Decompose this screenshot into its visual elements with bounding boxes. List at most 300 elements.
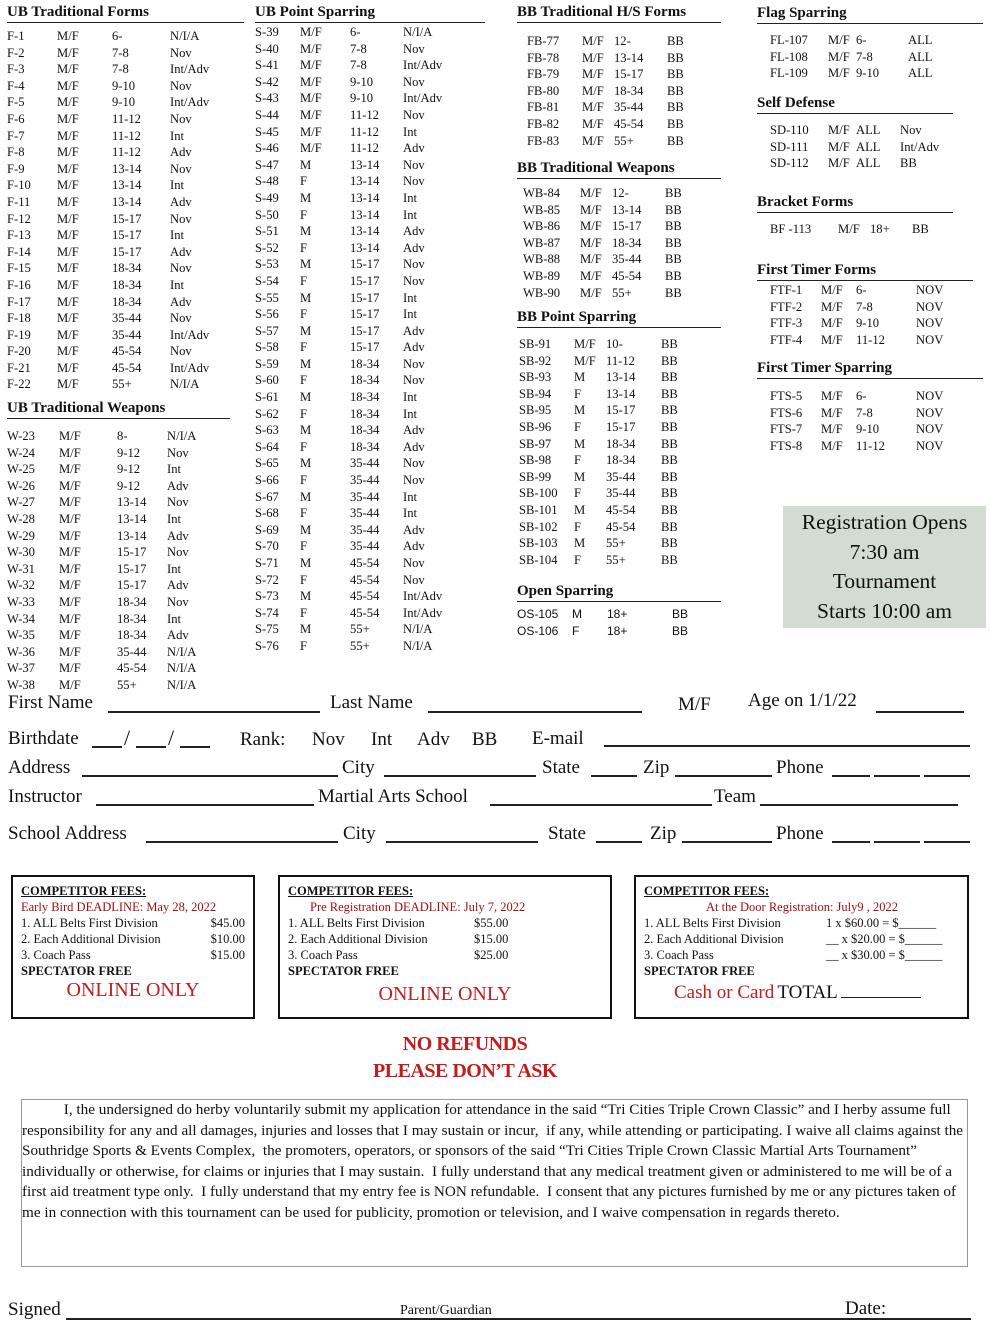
age-field[interactable] bbox=[876, 711, 964, 713]
division-cell: M/F bbox=[580, 235, 602, 250]
division-cell: F-2 bbox=[7, 45, 25, 60]
division-cell: 9-12 bbox=[117, 462, 141, 477]
division-cell: 13-14 bbox=[606, 370, 636, 385]
division-row bbox=[770, 49, 948, 66]
division-cell: W-33 bbox=[7, 594, 35, 609]
division-row bbox=[255, 372, 463, 389]
address-field[interactable] bbox=[82, 775, 338, 777]
division-cell: BB bbox=[661, 337, 678, 351]
division-cell: M bbox=[574, 403, 586, 418]
division-row bbox=[519, 353, 701, 370]
division-row bbox=[517, 623, 702, 640]
birthdate-label: Birthdate bbox=[8, 728, 79, 749]
section-title: BB Traditional Weapons bbox=[517, 160, 721, 179]
division-cell: F bbox=[572, 623, 580, 638]
division-cell: M/F bbox=[582, 67, 604, 82]
division-row bbox=[255, 124, 463, 141]
division-cell: S-58 bbox=[255, 340, 279, 355]
division-cell: BB bbox=[661, 403, 678, 418]
division-cell: M/F bbox=[57, 95, 79, 110]
division-cell: 11-12 bbox=[112, 111, 141, 126]
division-cell: M/F bbox=[57, 29, 79, 43]
division-row bbox=[255, 290, 463, 307]
division-cell: M/F bbox=[821, 316, 843, 331]
division-cell: M/F bbox=[57, 294, 79, 309]
division-row bbox=[519, 436, 701, 453]
division-cell: W-29 bbox=[7, 528, 35, 543]
division-cell: 10- bbox=[606, 337, 623, 351]
division-row bbox=[770, 421, 956, 438]
division-row bbox=[7, 61, 230, 78]
division-cell: S-41 bbox=[255, 58, 279, 73]
division-cell: Int bbox=[170, 128, 184, 143]
division-row bbox=[255, 638, 463, 655]
division-cell: 55+ bbox=[606, 536, 626, 551]
no-refunds-notice bbox=[290, 1031, 640, 1085]
division-cell: Int bbox=[403, 190, 417, 205]
division-cell: S-65 bbox=[255, 456, 279, 471]
division-cell: S-56 bbox=[255, 307, 279, 322]
division-cell: M/F bbox=[828, 123, 850, 137]
division-table bbox=[770, 122, 950, 172]
division-cell: W-35 bbox=[7, 628, 35, 643]
division-cell: M/F bbox=[828, 49, 850, 64]
division-cell: M bbox=[300, 157, 312, 172]
division-cell: Int bbox=[170, 277, 184, 292]
birth-month-field[interactable] bbox=[92, 746, 122, 748]
division-cell: M/F bbox=[59, 594, 81, 609]
division-cell: Nov bbox=[170, 211, 192, 226]
division-cell: SB-102 bbox=[519, 519, 558, 534]
division-cell: S-64 bbox=[255, 439, 279, 454]
city-label: City bbox=[342, 757, 375, 778]
division-cell: S-75 bbox=[255, 622, 279, 637]
division-cell: 7-8 bbox=[112, 62, 129, 77]
division-cell: M/F bbox=[300, 25, 322, 39]
rank-option-bb[interactable]: BB bbox=[472, 729, 498, 750]
division-cell: W-38 bbox=[7, 677, 35, 692]
division-cell: FTF-2 bbox=[770, 299, 803, 314]
division-cell: M/F bbox=[59, 661, 81, 676]
registration-times-box bbox=[783, 506, 986, 628]
division-cell: Int/Adv bbox=[403, 589, 443, 604]
division-cell: M/F bbox=[59, 462, 81, 477]
school-phone-line-field[interactable] bbox=[924, 841, 970, 843]
division-row bbox=[255, 323, 463, 340]
division-cell: Int bbox=[403, 390, 417, 405]
division-cell: M/F bbox=[300, 41, 322, 56]
division-cell: BB bbox=[672, 607, 689, 621]
division-row bbox=[7, 144, 230, 161]
division-cell: S-40 bbox=[255, 41, 279, 56]
division-cell: 45-54 bbox=[350, 605, 380, 620]
instructor-field[interactable] bbox=[96, 804, 314, 806]
division-cell: S-73 bbox=[255, 589, 279, 604]
division-cell: 15-17 bbox=[112, 244, 142, 259]
state-field[interactable] bbox=[591, 775, 637, 777]
phone-line-field[interactable] bbox=[924, 775, 970, 777]
rank-option-int[interactable]: Int bbox=[371, 729, 393, 750]
division-row bbox=[255, 522, 463, 539]
first-name-field[interactable] bbox=[108, 711, 320, 713]
division-cell: 15-17 bbox=[350, 257, 380, 272]
team-label: Team bbox=[714, 786, 756, 807]
payment-total-row bbox=[644, 983, 959, 1002]
division-cell: Nov bbox=[167, 545, 189, 560]
division-cell: ALL bbox=[856, 156, 881, 171]
division-cell: Adv bbox=[403, 323, 425, 338]
division-cell: W-32 bbox=[7, 578, 35, 593]
division-cell: FB-77 bbox=[527, 34, 560, 48]
division-cell: S-46 bbox=[255, 141, 279, 156]
division-cell: 13-14 bbox=[112, 194, 142, 209]
division-row bbox=[255, 422, 463, 439]
division-cell: 9-10 bbox=[856, 316, 880, 331]
division-cell: 15-17 bbox=[117, 578, 147, 593]
division-cell: 18-34 bbox=[612, 235, 642, 250]
division-cell: 18-34 bbox=[350, 406, 380, 421]
division-cell: NOV bbox=[916, 299, 944, 314]
school-address-label: School Address bbox=[8, 823, 127, 844]
division-cell: Adv bbox=[167, 578, 189, 593]
division-cell: BB bbox=[661, 469, 678, 484]
division-row bbox=[770, 405, 956, 422]
division-cell: 13-14 bbox=[612, 202, 642, 217]
self-defense-section bbox=[757, 95, 953, 172]
division-cell: M bbox=[574, 436, 586, 451]
division-cell: WB-90 bbox=[523, 285, 561, 300]
division-cell: Adv bbox=[167, 528, 189, 543]
spectator-note: SPECTATOR FREE bbox=[21, 964, 132, 978]
division-cell: S-68 bbox=[255, 506, 279, 521]
phone-area-field[interactable] bbox=[832, 775, 870, 777]
division-cell: 13-14 bbox=[614, 50, 644, 65]
division-cell: 45-54 bbox=[350, 589, 380, 604]
division-cell: M/F bbox=[59, 628, 81, 643]
school-address-field[interactable] bbox=[146, 841, 338, 843]
division-row bbox=[7, 445, 217, 462]
fee-item: 3. Coach Pass $15.00 bbox=[21, 948, 245, 962]
division-cell: Nov bbox=[167, 495, 189, 510]
parent-guardian-label: Parent/Guardian bbox=[400, 1303, 492, 1318]
division-cell: M/F bbox=[821, 422, 843, 437]
division-cell: M/F bbox=[59, 429, 81, 443]
division-cell: FL-107 bbox=[770, 33, 808, 47]
division-table bbox=[523, 185, 705, 301]
division-cell: SB-101 bbox=[519, 502, 558, 517]
division-cell: S-48 bbox=[255, 174, 279, 189]
fee-item: 2. Each Additional Division __ x $20.00 = $______ bbox=[644, 932, 943, 946]
division-cell: S-59 bbox=[255, 356, 279, 371]
division-cell: M/F bbox=[300, 74, 322, 89]
school-field[interactable] bbox=[490, 804, 712, 806]
division-cell: 13-14 bbox=[117, 495, 147, 510]
division-row bbox=[255, 107, 463, 124]
school-city-label: City bbox=[343, 823, 376, 844]
division-row bbox=[255, 57, 463, 74]
division-cell: M/F bbox=[300, 141, 322, 156]
division-cell: M/F bbox=[57, 377, 79, 392]
division-row bbox=[770, 65, 948, 82]
school-phone-prefix-field[interactable] bbox=[874, 841, 920, 843]
division-cell: M/F bbox=[582, 116, 604, 131]
division-cell: Int/Adv bbox=[170, 360, 210, 375]
signature-field[interactable] bbox=[66, 1318, 971, 1320]
division-cell: 6- bbox=[350, 25, 361, 39]
division-cell: M/F bbox=[59, 495, 81, 510]
division-cell: Int bbox=[403, 489, 417, 504]
division-cell: BB bbox=[665, 268, 682, 283]
first-timer-forms-section bbox=[757, 262, 973, 348]
division-cell: 45-54 bbox=[606, 519, 636, 534]
division-cell: FB-79 bbox=[527, 67, 560, 82]
division-row bbox=[519, 469, 701, 486]
section-title: Flag Sparring bbox=[757, 5, 983, 24]
team-field[interactable] bbox=[760, 804, 958, 806]
section-title: Bracket Forms bbox=[757, 194, 953, 213]
division-cell: M/F bbox=[300, 124, 322, 139]
bb-weapons-section bbox=[517, 160, 721, 301]
address-label: Address bbox=[8, 757, 71, 778]
online-only-note: ONLINE ONLY bbox=[66, 979, 200, 1001]
division-cell: Int bbox=[167, 511, 181, 526]
division-cell: S-54 bbox=[255, 273, 279, 288]
school-zip-field[interactable] bbox=[682, 841, 772, 843]
division-cell: S-43 bbox=[255, 91, 279, 106]
division-cell: N/I/A bbox=[403, 622, 433, 637]
division-cell: M bbox=[300, 456, 312, 471]
division-row bbox=[255, 621, 463, 638]
division-cell: N/I/A bbox=[170, 377, 200, 392]
division-cell: F-17 bbox=[7, 294, 31, 309]
division-cell: N/I/A bbox=[403, 638, 433, 653]
division-cell: W-27 bbox=[7, 495, 35, 510]
division-cell: F bbox=[574, 486, 582, 501]
city-field[interactable] bbox=[384, 775, 536, 777]
section-title: BB Point Sparring bbox=[517, 309, 721, 328]
division-table bbox=[7, 28, 230, 393]
division-cell: 15-17 bbox=[614, 67, 644, 82]
division-cell: M/F bbox=[821, 332, 843, 347]
division-cell: Nov bbox=[403, 174, 425, 189]
division-cell: F bbox=[300, 572, 308, 587]
division-cell: ALL bbox=[908, 49, 933, 64]
division-row bbox=[255, 240, 463, 257]
division-cell: F bbox=[574, 419, 582, 434]
date-separator: / bbox=[168, 725, 175, 750]
section-title: BB Traditional H/S Forms bbox=[517, 4, 721, 23]
division-cell: 35-44 bbox=[614, 100, 644, 115]
division-cell: S-42 bbox=[255, 74, 279, 89]
division-row bbox=[7, 211, 230, 228]
division-cell: M/F bbox=[580, 219, 602, 234]
division-cell: 13-14 bbox=[350, 157, 380, 172]
division-row bbox=[7, 28, 230, 45]
division-cell: F-20 bbox=[7, 344, 31, 359]
division-cell: 13-14 bbox=[117, 528, 147, 543]
division-row bbox=[519, 485, 701, 502]
division-cell: M bbox=[574, 502, 586, 517]
fees-title: COMPETITOR FEES: bbox=[21, 884, 147, 898]
division-cell: 13-14 bbox=[350, 174, 380, 189]
fee-item: 2. Each Additional Division $15.00 bbox=[288, 932, 509, 946]
division-row bbox=[255, 605, 463, 622]
division-cell: SB-93 bbox=[519, 370, 552, 385]
division-cell: SB-95 bbox=[519, 403, 552, 418]
division-cell: 45-54 bbox=[117, 661, 147, 676]
division-cell: FL-108 bbox=[770, 49, 808, 64]
division-cell: 11-12 bbox=[856, 332, 885, 347]
division-cell: 18-34 bbox=[117, 628, 147, 643]
division-cell: F bbox=[300, 638, 308, 653]
division-cell: F-3 bbox=[7, 62, 25, 77]
division-cell: Nov bbox=[167, 594, 189, 609]
division-cell: M/F bbox=[828, 139, 850, 154]
email-field[interactable] bbox=[604, 745, 970, 747]
fee-item: 1. ALL Belts First Division 1 x $60.00 = $______ bbox=[644, 916, 937, 930]
division-row bbox=[517, 606, 702, 623]
division-cell: Int bbox=[403, 506, 417, 521]
division-cell: M bbox=[300, 489, 312, 504]
division-cell: 45-54 bbox=[112, 344, 142, 359]
division-table bbox=[770, 388, 956, 454]
division-cell: M/F bbox=[574, 353, 596, 368]
fee-item: 1. ALL Belts First Division $45.00 bbox=[21, 916, 245, 930]
birth-year-field[interactable] bbox=[180, 746, 210, 748]
division-cell: Adv bbox=[170, 145, 192, 160]
school-city-field[interactable] bbox=[386, 841, 538, 843]
division-cell: M bbox=[300, 390, 312, 405]
total-field[interactable] bbox=[841, 983, 921, 998]
rank-option-adv[interactable]: Adv bbox=[417, 729, 450, 750]
division-row bbox=[770, 282, 956, 299]
division-cell: M/F bbox=[59, 644, 81, 659]
division-table bbox=[255, 24, 463, 655]
division-cell: 13-14 bbox=[606, 386, 636, 401]
early-bird-fees-box bbox=[11, 875, 255, 1019]
division-cell: M/F bbox=[57, 62, 79, 77]
division-cell: Adv bbox=[403, 423, 425, 438]
division-cell: BB bbox=[661, 453, 678, 468]
division-cell: 45-54 bbox=[612, 268, 642, 283]
division-cell: Adv bbox=[403, 522, 425, 537]
division-cell: M/F bbox=[57, 261, 79, 276]
division-row bbox=[7, 428, 217, 445]
division-row bbox=[770, 139, 950, 156]
ub-forms-section bbox=[7, 4, 244, 393]
phone-prefix-field[interactable] bbox=[874, 775, 920, 777]
school-phone-area-field[interactable] bbox=[832, 841, 870, 843]
division-cell: BB bbox=[665, 219, 682, 234]
division-cell: 11-12 bbox=[606, 353, 635, 368]
division-cell: 35-44 bbox=[350, 506, 380, 521]
division-cell: F bbox=[300, 273, 308, 288]
division-cell: FB-83 bbox=[527, 133, 560, 148]
division-cell: 18-34 bbox=[112, 261, 142, 276]
division-cell: ALL bbox=[908, 33, 933, 47]
division-cell: F bbox=[574, 552, 582, 567]
division-cell: F-12 bbox=[7, 211, 31, 226]
division-cell: BB bbox=[665, 252, 682, 267]
section-title: First Timer Forms bbox=[757, 262, 973, 281]
division-cell: Nov bbox=[170, 161, 192, 176]
bracket-forms-section bbox=[757, 194, 953, 238]
last-name-field[interactable] bbox=[428, 711, 642, 713]
school-state-field[interactable] bbox=[596, 841, 642, 843]
no-refunds-line: NO REFUNDS bbox=[402, 1033, 528, 1055]
division-cell: M/F bbox=[57, 228, 79, 243]
division-cell: M/F bbox=[59, 611, 81, 626]
division-cell: NOV bbox=[916, 405, 944, 420]
division-cell: Nov bbox=[403, 373, 425, 388]
division-cell: 9-10 bbox=[856, 422, 880, 437]
rank-option-nov[interactable]: Nov bbox=[312, 729, 345, 750]
division-row bbox=[255, 572, 463, 589]
division-cell: M/F bbox=[838, 222, 860, 236]
division-cell: S-53 bbox=[255, 257, 279, 272]
division-cell: FL-109 bbox=[770, 66, 808, 81]
division-row bbox=[255, 306, 463, 323]
division-cell: BB bbox=[665, 202, 682, 217]
division-cell: 35-44 bbox=[350, 522, 380, 537]
division-cell: F-6 bbox=[7, 111, 25, 126]
division-cell: 13-14 bbox=[112, 161, 142, 176]
division-cell: NOV bbox=[916, 389, 944, 403]
division-cell: F bbox=[300, 439, 308, 454]
division-row bbox=[527, 66, 707, 83]
division-cell: F-1 bbox=[7, 29, 25, 43]
division-row bbox=[7, 177, 230, 194]
division-cell: 15-17 bbox=[117, 561, 147, 576]
division-cell: 15-17 bbox=[350, 273, 380, 288]
first-name-label: First Name bbox=[8, 692, 93, 713]
division-cell: FTS-5 bbox=[770, 389, 803, 403]
division-cell: Adv bbox=[403, 224, 425, 239]
division-cell: 15-17 bbox=[112, 211, 142, 226]
division-row bbox=[7, 94, 230, 111]
division-cell: Int/Adv bbox=[170, 62, 210, 77]
division-cell: M bbox=[574, 370, 586, 385]
section-title: UB Traditional Weapons bbox=[7, 400, 230, 419]
division-cell: M/F bbox=[580, 285, 602, 300]
division-cell: W-31 bbox=[7, 561, 35, 576]
division-cell: 55+ bbox=[612, 285, 632, 300]
division-cell: S-47 bbox=[255, 157, 279, 172]
division-cell: 9-10 bbox=[112, 78, 136, 93]
division-cell: F-15 bbox=[7, 261, 31, 276]
division-cell: Int/Adv bbox=[170, 327, 210, 342]
division-cell: M bbox=[574, 536, 586, 551]
division-cell: 9-12 bbox=[117, 478, 141, 493]
division-cell: WB-85 bbox=[523, 202, 561, 217]
division-cell: M bbox=[300, 190, 312, 205]
division-cell: NOV bbox=[916, 283, 944, 297]
birth-day-field[interactable] bbox=[136, 746, 166, 748]
division-cell: 55+ bbox=[614, 133, 634, 148]
division-cell: Nov bbox=[403, 456, 425, 471]
division-row bbox=[7, 528, 217, 545]
division-row bbox=[7, 478, 217, 495]
ub-sparring-section bbox=[255, 4, 485, 655]
division-cell: M/F bbox=[821, 299, 843, 314]
division-cell: SB-91 bbox=[519, 337, 552, 351]
division-cell: M/F bbox=[59, 478, 81, 493]
zip-field[interactable] bbox=[675, 775, 772, 777]
division-cell: M bbox=[300, 257, 312, 272]
division-cell: FTS-8 bbox=[770, 438, 803, 453]
signed-label: Signed bbox=[8, 1299, 61, 1320]
division-cell: Int/Adv bbox=[170, 95, 210, 110]
